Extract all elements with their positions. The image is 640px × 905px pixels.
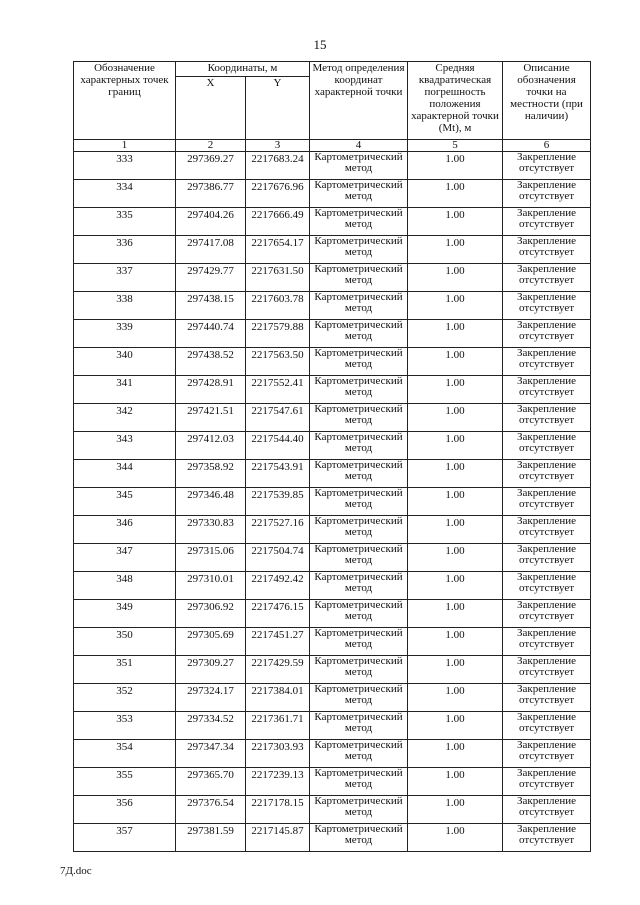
description-cell: Закрепление отсутствует — [503, 656, 591, 684]
y-coordinate-cell: 2217384.01 — [246, 684, 310, 712]
method-cell: Картометрический метод — [310, 712, 408, 740]
method-cell: Картометрический метод — [310, 180, 408, 208]
mean-error-cell: 1.00 — [408, 824, 503, 852]
description-cell: Закрепление отсутствует — [503, 152, 591, 180]
y-coordinate-cell: 2217504.74 — [246, 544, 310, 572]
column-index: 4 — [310, 140, 408, 152]
mean-error-cell: 1.00 — [408, 320, 503, 348]
table-row — [74, 180, 591, 208]
x-coordinate-cell: 297438.15 — [176, 292, 246, 320]
table-row — [74, 208, 591, 236]
method-cell: Картометрический метод — [310, 796, 408, 824]
mean-error-cell: 1.00 — [408, 516, 503, 544]
header-mean-error: Средняя квадратическая погрешность положения характерной точки (Mt), м — [408, 62, 503, 140]
page-number: 15 — [313, 37, 327, 52]
description-cell: Закрепление отсутствует — [503, 768, 591, 796]
x-coordinate-cell: 297306.92 — [176, 600, 246, 628]
method-cell: Картометрический метод — [310, 292, 408, 320]
point-number-cell: 348 — [74, 572, 176, 600]
table-body — [74, 152, 591, 852]
description-cell: Закрепление отсутствует — [503, 404, 591, 432]
y-coordinate-cell: 2217303.93 — [246, 740, 310, 768]
description-cell: Закрепление отсутствует — [503, 628, 591, 656]
description-cell: Закрепление отсутствует — [503, 712, 591, 740]
description-cell: Закрепление отсутствует — [503, 376, 591, 404]
table-row — [74, 236, 591, 264]
x-coordinate-cell: 297440.74 — [176, 320, 246, 348]
table-row — [74, 572, 591, 600]
point-number-cell: 343 — [74, 432, 176, 460]
mean-error-cell: 1.00 — [408, 376, 503, 404]
point-number-cell: 356 — [74, 796, 176, 824]
mean-error-cell: 1.00 — [408, 460, 503, 488]
table-row — [74, 292, 591, 320]
point-number-cell: 342 — [74, 404, 176, 432]
point-number-cell: 345 — [74, 488, 176, 516]
description-cell: Закрепление отсутствует — [503, 600, 591, 628]
table-row — [74, 264, 591, 292]
mean-error-cell: 1.00 — [408, 796, 503, 824]
table-row — [74, 460, 591, 488]
y-coordinate-cell: 2217178.15 — [246, 796, 310, 824]
x-coordinate-cell: 297386.77 — [176, 180, 246, 208]
description-cell: Закрепление отсутствует — [503, 544, 591, 572]
point-number-cell: 349 — [74, 600, 176, 628]
y-coordinate-cell: 2217666.49 — [246, 208, 310, 236]
point-number-cell: 335 — [74, 208, 176, 236]
description-cell: Закрепление отсутствует — [503, 824, 591, 852]
method-cell: Картометрический метод — [310, 656, 408, 684]
description-cell: Закрепление отсутствует — [503, 516, 591, 544]
method-cell: Картометрический метод — [310, 600, 408, 628]
mean-error-cell: 1.00 — [408, 432, 503, 460]
table-row — [74, 712, 591, 740]
table-row — [74, 432, 591, 460]
footer-filename: 7Д.doc — [60, 865, 92, 877]
x-coordinate-cell: 297309.27 — [176, 656, 246, 684]
method-cell: Картометрический метод — [310, 460, 408, 488]
x-coordinate-cell: 297330.83 — [176, 516, 246, 544]
x-coordinate-cell: 297310.01 — [176, 572, 246, 600]
mean-error-cell: 1.00 — [408, 292, 503, 320]
method-cell: Картометрический метод — [310, 544, 408, 572]
table-row — [74, 768, 591, 796]
method-cell: Картометрический метод — [310, 264, 408, 292]
method-cell: Картометрический метод — [310, 488, 408, 516]
y-coordinate-cell: 2217676.96 — [246, 180, 310, 208]
mean-error-cell: 1.00 — [408, 628, 503, 656]
mean-error-cell: 1.00 — [408, 348, 503, 376]
y-coordinate-cell: 2217527.16 — [246, 516, 310, 544]
x-coordinate-cell: 297412.03 — [176, 432, 246, 460]
y-coordinate-cell: 2217654.17 — [246, 236, 310, 264]
y-coordinate-cell: 2217579.88 — [246, 320, 310, 348]
description-cell: Закрепление отсутствует — [503, 432, 591, 460]
x-coordinate-cell: 297305.69 — [176, 628, 246, 656]
point-number-cell: 351 — [74, 656, 176, 684]
table-row — [74, 600, 591, 628]
table-row — [74, 516, 591, 544]
point-number-cell: 336 — [74, 236, 176, 264]
table-row — [74, 404, 591, 432]
table-row — [74, 348, 591, 376]
column-index: 2 — [176, 140, 246, 152]
y-coordinate-cell: 2217631.50 — [246, 264, 310, 292]
description-cell: Закрепление отсутствует — [503, 348, 591, 376]
x-coordinate-cell: 297429.77 — [176, 264, 246, 292]
description-cell: Закрепление отсутствует — [503, 796, 591, 824]
point-number-cell: 344 — [74, 460, 176, 488]
y-coordinate-cell: 2217544.40 — [246, 432, 310, 460]
y-coordinate-cell: 2217476.15 — [246, 600, 310, 628]
table-row — [74, 824, 591, 852]
mean-error-cell: 1.00 — [408, 208, 503, 236]
column-index: 6 — [503, 140, 591, 152]
y-coordinate-cell: 2217539.85 — [246, 488, 310, 516]
header-description: Описание обозначения точки на местности (при наличии) — [503, 62, 591, 140]
header-coordinates: Координаты, м — [176, 62, 310, 77]
point-number-cell: 347 — [74, 544, 176, 572]
table-row — [74, 320, 591, 348]
y-coordinate-cell: 2217429.59 — [246, 656, 310, 684]
x-coordinate-cell: 297315.06 — [176, 544, 246, 572]
y-coordinate-cell: 2217451.27 — [246, 628, 310, 656]
point-number-cell: 337 — [74, 264, 176, 292]
point-number-cell: 341 — [74, 376, 176, 404]
x-coordinate-cell: 297438.52 — [176, 348, 246, 376]
y-coordinate-cell: 2217552.41 — [246, 376, 310, 404]
x-coordinate-cell: 297376.54 — [176, 796, 246, 824]
coordinates-table-container — [73, 61, 590, 852]
description-cell: Закрепление отсутствует — [503, 292, 591, 320]
x-coordinate-cell: 297365.70 — [176, 768, 246, 796]
y-coordinate-cell: 2217547.61 — [246, 404, 310, 432]
x-coordinate-cell: 297369.27 — [176, 152, 246, 180]
method-cell: Картометрический метод — [310, 432, 408, 460]
coordinates-table — [73, 61, 591, 852]
description-cell: Закрепление отсутствует — [503, 740, 591, 768]
x-coordinate-cell: 297347.34 — [176, 740, 246, 768]
table-row — [74, 684, 591, 712]
table-row — [74, 376, 591, 404]
mean-error-cell: 1.00 — [408, 264, 503, 292]
method-cell: Картометрический метод — [310, 684, 408, 712]
point-number-cell: 354 — [74, 740, 176, 768]
table-row — [74, 796, 591, 824]
method-cell: Картометрический метод — [310, 320, 408, 348]
description-cell: Закрепление отсутствует — [503, 684, 591, 712]
mean-error-cell: 1.00 — [408, 768, 503, 796]
y-coordinate-cell: 2217361.71 — [246, 712, 310, 740]
method-cell: Картометрический метод — [310, 572, 408, 600]
method-cell: Картометрический метод — [310, 208, 408, 236]
mean-error-cell: 1.00 — [408, 712, 503, 740]
method-cell: Картометрический метод — [310, 348, 408, 376]
mean-error-cell: 1.00 — [408, 740, 503, 768]
mean-error-cell: 1.00 — [408, 488, 503, 516]
method-cell: Картометрический метод — [310, 768, 408, 796]
table-row — [74, 544, 591, 572]
method-cell: Картометрический метод — [310, 152, 408, 180]
y-coordinate-cell: 2217145.87 — [246, 824, 310, 852]
point-number-cell: 338 — [74, 292, 176, 320]
x-coordinate-cell: 297358.92 — [176, 460, 246, 488]
mean-error-cell: 1.00 — [408, 180, 503, 208]
point-number-cell: 346 — [74, 516, 176, 544]
column-index-row — [74, 140, 591, 152]
header-method: Метод определения координат характерной точки — [310, 62, 408, 140]
mean-error-cell: 1.00 — [408, 572, 503, 600]
method-cell: Картометрический метод — [310, 516, 408, 544]
description-cell: Закрепление отсутствует — [503, 572, 591, 600]
mean-error-cell: 1.00 — [408, 404, 503, 432]
header-x: X — [176, 77, 246, 140]
point-number-cell: 352 — [74, 684, 176, 712]
point-number-cell: 355 — [74, 768, 176, 796]
description-cell: Закрепление отсутствует — [503, 460, 591, 488]
x-coordinate-cell: 297417.08 — [176, 236, 246, 264]
mean-error-cell: 1.00 — [408, 684, 503, 712]
description-cell: Закрепление отсутствует — [503, 208, 591, 236]
mean-error-cell: 1.00 — [408, 600, 503, 628]
point-number-cell: 357 — [74, 824, 176, 852]
y-coordinate-cell: 2217239.13 — [246, 768, 310, 796]
point-number-cell: 340 — [74, 348, 176, 376]
table-row — [74, 488, 591, 516]
method-cell: Картометрический метод — [310, 404, 408, 432]
table-row — [74, 152, 591, 180]
description-cell: Закрепление отсутствует — [503, 180, 591, 208]
description-cell: Закрепление отсутствует — [503, 488, 591, 516]
x-coordinate-cell: 297404.26 — [176, 208, 246, 236]
point-number-cell: 339 — [74, 320, 176, 348]
mean-error-cell: 1.00 — [408, 656, 503, 684]
x-coordinate-cell: 297346.48 — [176, 488, 246, 516]
x-coordinate-cell: 297324.17 — [176, 684, 246, 712]
x-coordinate-cell: 297334.52 — [176, 712, 246, 740]
y-coordinate-cell: 2217603.78 — [246, 292, 310, 320]
mean-error-cell: 1.00 — [408, 236, 503, 264]
method-cell: Картометрический метод — [310, 236, 408, 264]
method-cell: Картометрический метод — [310, 824, 408, 852]
y-coordinate-cell: 2217563.50 — [246, 348, 310, 376]
y-coordinate-cell: 2217543.91 — [246, 460, 310, 488]
y-coordinate-cell: 2217683.24 — [246, 152, 310, 180]
table-row — [74, 628, 591, 656]
method-cell: Картометрический метод — [310, 740, 408, 768]
description-cell: Закрепление отсутствует — [503, 236, 591, 264]
header-point-designation: Обозначение характерных точек границ — [74, 62, 176, 140]
table-row — [74, 656, 591, 684]
column-index: 5 — [408, 140, 503, 152]
mean-error-cell: 1.00 — [408, 544, 503, 572]
description-cell: Закрепление отсутствует — [503, 264, 591, 292]
point-number-cell: 333 — [74, 152, 176, 180]
column-index: 3 — [246, 140, 310, 152]
point-number-cell: 334 — [74, 180, 176, 208]
header-y: Y — [246, 77, 310, 140]
point-number-cell: 353 — [74, 712, 176, 740]
method-cell: Картометрический метод — [310, 628, 408, 656]
column-index: 1 — [74, 140, 176, 152]
description-cell: Закрепление отсутствует — [503, 320, 591, 348]
point-number-cell: 350 — [74, 628, 176, 656]
y-coordinate-cell: 2217492.42 — [246, 572, 310, 600]
table-row — [74, 740, 591, 768]
method-cell: Картометрический метод — [310, 376, 408, 404]
x-coordinate-cell: 297428.91 — [176, 376, 246, 404]
x-coordinate-cell: 297421.51 — [176, 404, 246, 432]
mean-error-cell: 1.00 — [408, 152, 503, 180]
x-coordinate-cell: 297381.59 — [176, 824, 246, 852]
